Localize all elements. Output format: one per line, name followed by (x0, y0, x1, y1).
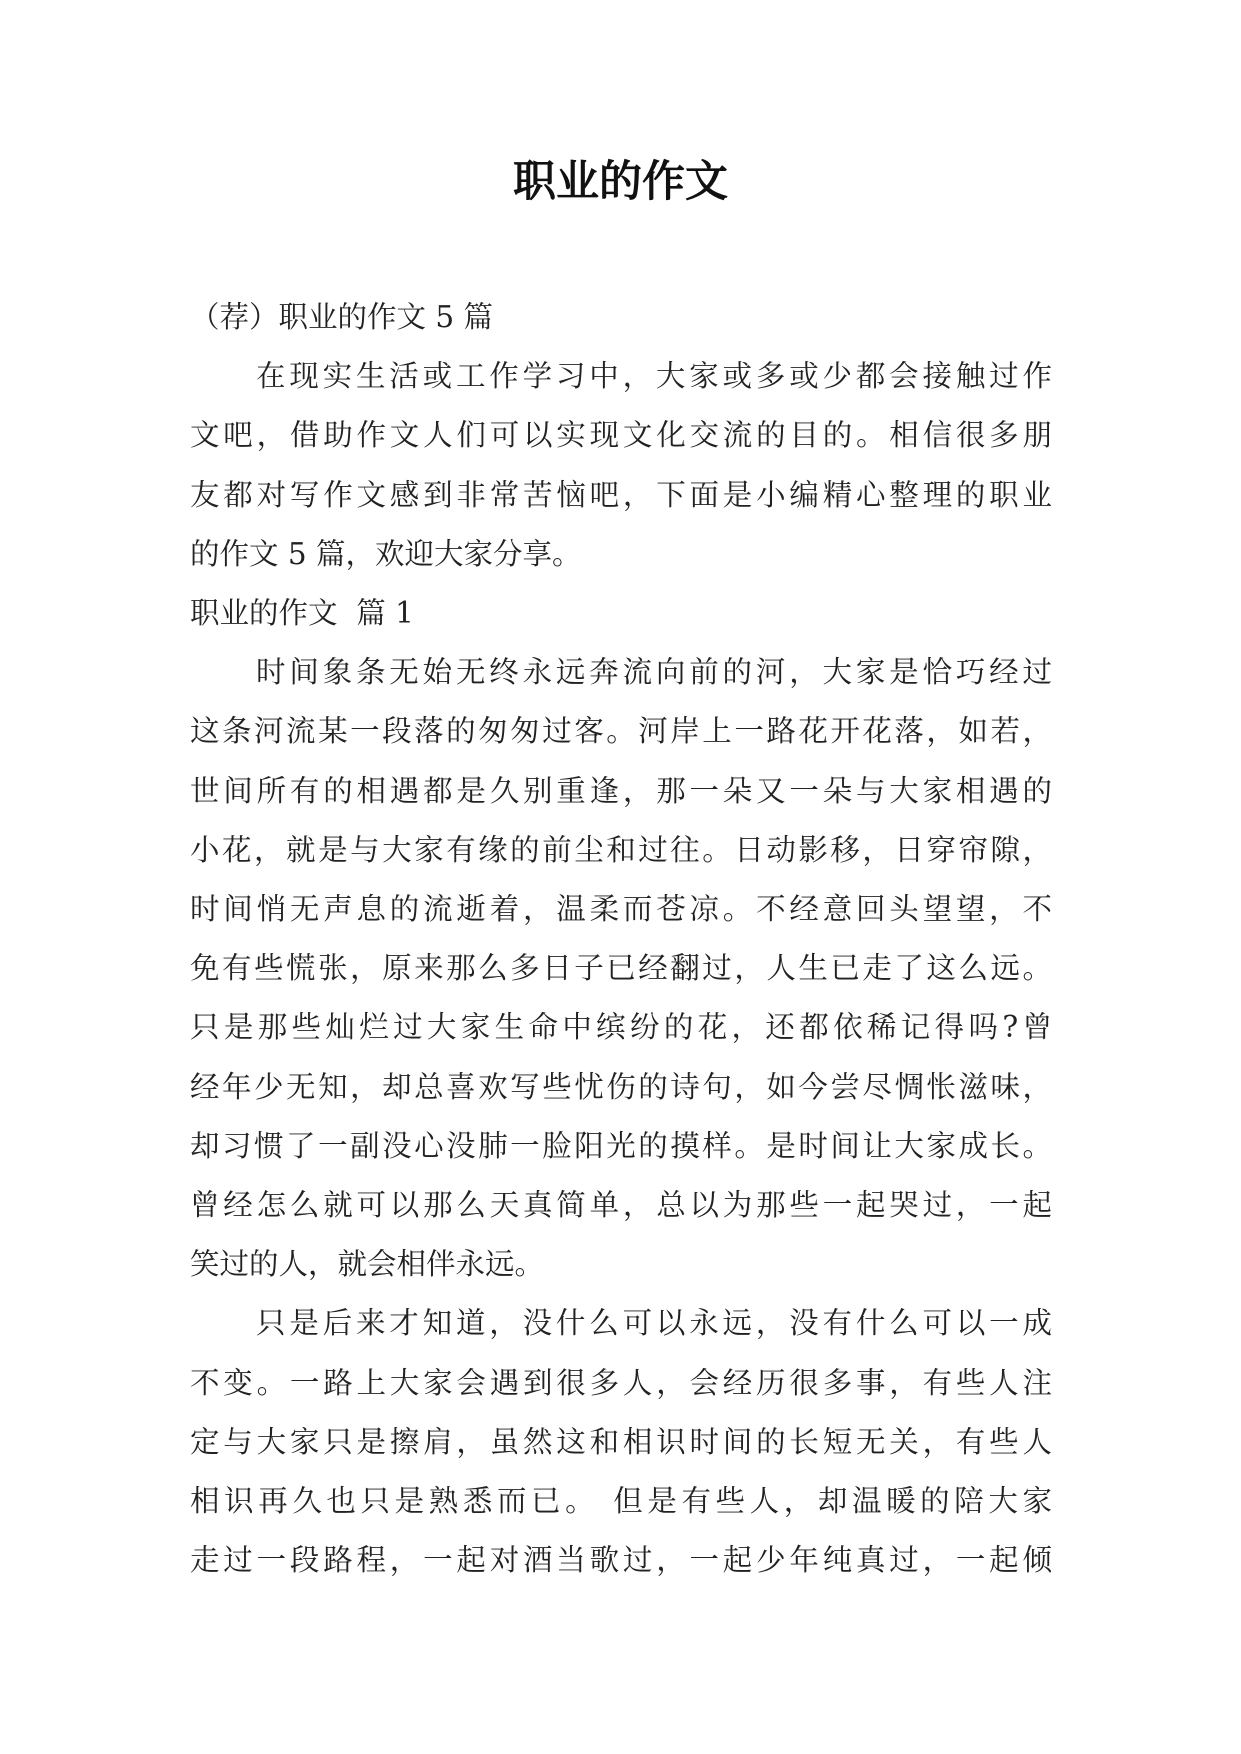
paragraph-line: 经年少无知，却总喜欢写些忧伤的诗句，如今尝尽惆怅滋味， (190, 1069, 1052, 1104)
paragraph-line: 相识再久也只是熟悉而已。 但是有些人，却温暖的陪大家 (190, 1484, 1052, 1519)
paragraph-2 (190, 1294, 1052, 1590)
section-heading: 职业的作文 篇 1 (190, 596, 414, 631)
paragraph-line: 这条河流某一段落的匆匆过客。河岸上一路花开花落，如若， (190, 714, 1052, 749)
paragraph-line: 世间所有的相遇都是久别重逢，那一朵又一朵与大家相遇的 (190, 773, 1052, 808)
intro-line: 友都对写作文感到非常苦恼吧，下面是小编精心整理的职业 (190, 477, 1052, 512)
paragraph-line: 只是那些灿烂过大家生命中缤纷的花，还都依稀记得吗?曾 (190, 1010, 1052, 1045)
paragraph-line: 却习惯了一副没心没肺一脸阳光的摸样。是时间让大家成长。 (190, 1128, 1052, 1163)
paragraph-line: 时间象条无始无终永远奔流向前的河，大家是恰巧经过 (256, 655, 1052, 690)
paragraph-line: 走过一段路程，一起对酒当歌过，一起少年纯真过，一起倾 (190, 1543, 1052, 1578)
paragraph-line: 笑过的人，就会相伴永远。 (190, 1247, 545, 1282)
paragraph-line: 曾经怎么就可以那么天真简单，总以为那些一起哭过，一起 (190, 1188, 1052, 1223)
paragraph-line: 不变。一路上大家会遇到很多人，会经历很多事，有些人注 (190, 1365, 1052, 1400)
document-subtitle: （荐）职业的作文 5 篇 (190, 300, 494, 334)
paragraph-1 (190, 643, 1052, 1294)
paragraph-line: 免有些慌张，原来那么多日子已经翻过，人生已走了这么远。 (190, 951, 1052, 986)
paragraph-line: 定与大家只是擦肩，虽然这和相识时间的长短无关，有些人 (190, 1424, 1052, 1459)
intro-paragraph (190, 347, 1052, 584)
intro-line: 文吧，借助作文人们可以实现文化交流的目的。相信很多朋 (190, 418, 1052, 453)
document-title: 职业的作文 (513, 157, 728, 207)
intro-line: 在现实生活或工作学习中，大家或多或少都会接触过作 (256, 359, 1052, 394)
intro-line: 的作文 5 篇，欢迎大家分享。 (190, 536, 582, 571)
paragraph-line: 小花，就是与大家有缘的前尘和过往。日动影移，日穿帘隙， (190, 832, 1052, 867)
paragraph-line: 只是后来才知道，没什么可以永远，没有什么可以一成 (256, 1306, 1052, 1341)
paragraph-line: 时间悄无声息的流逝着，温柔而苍凉。不经意回头望望，不 (190, 892, 1052, 927)
document-body (190, 288, 1052, 1590)
